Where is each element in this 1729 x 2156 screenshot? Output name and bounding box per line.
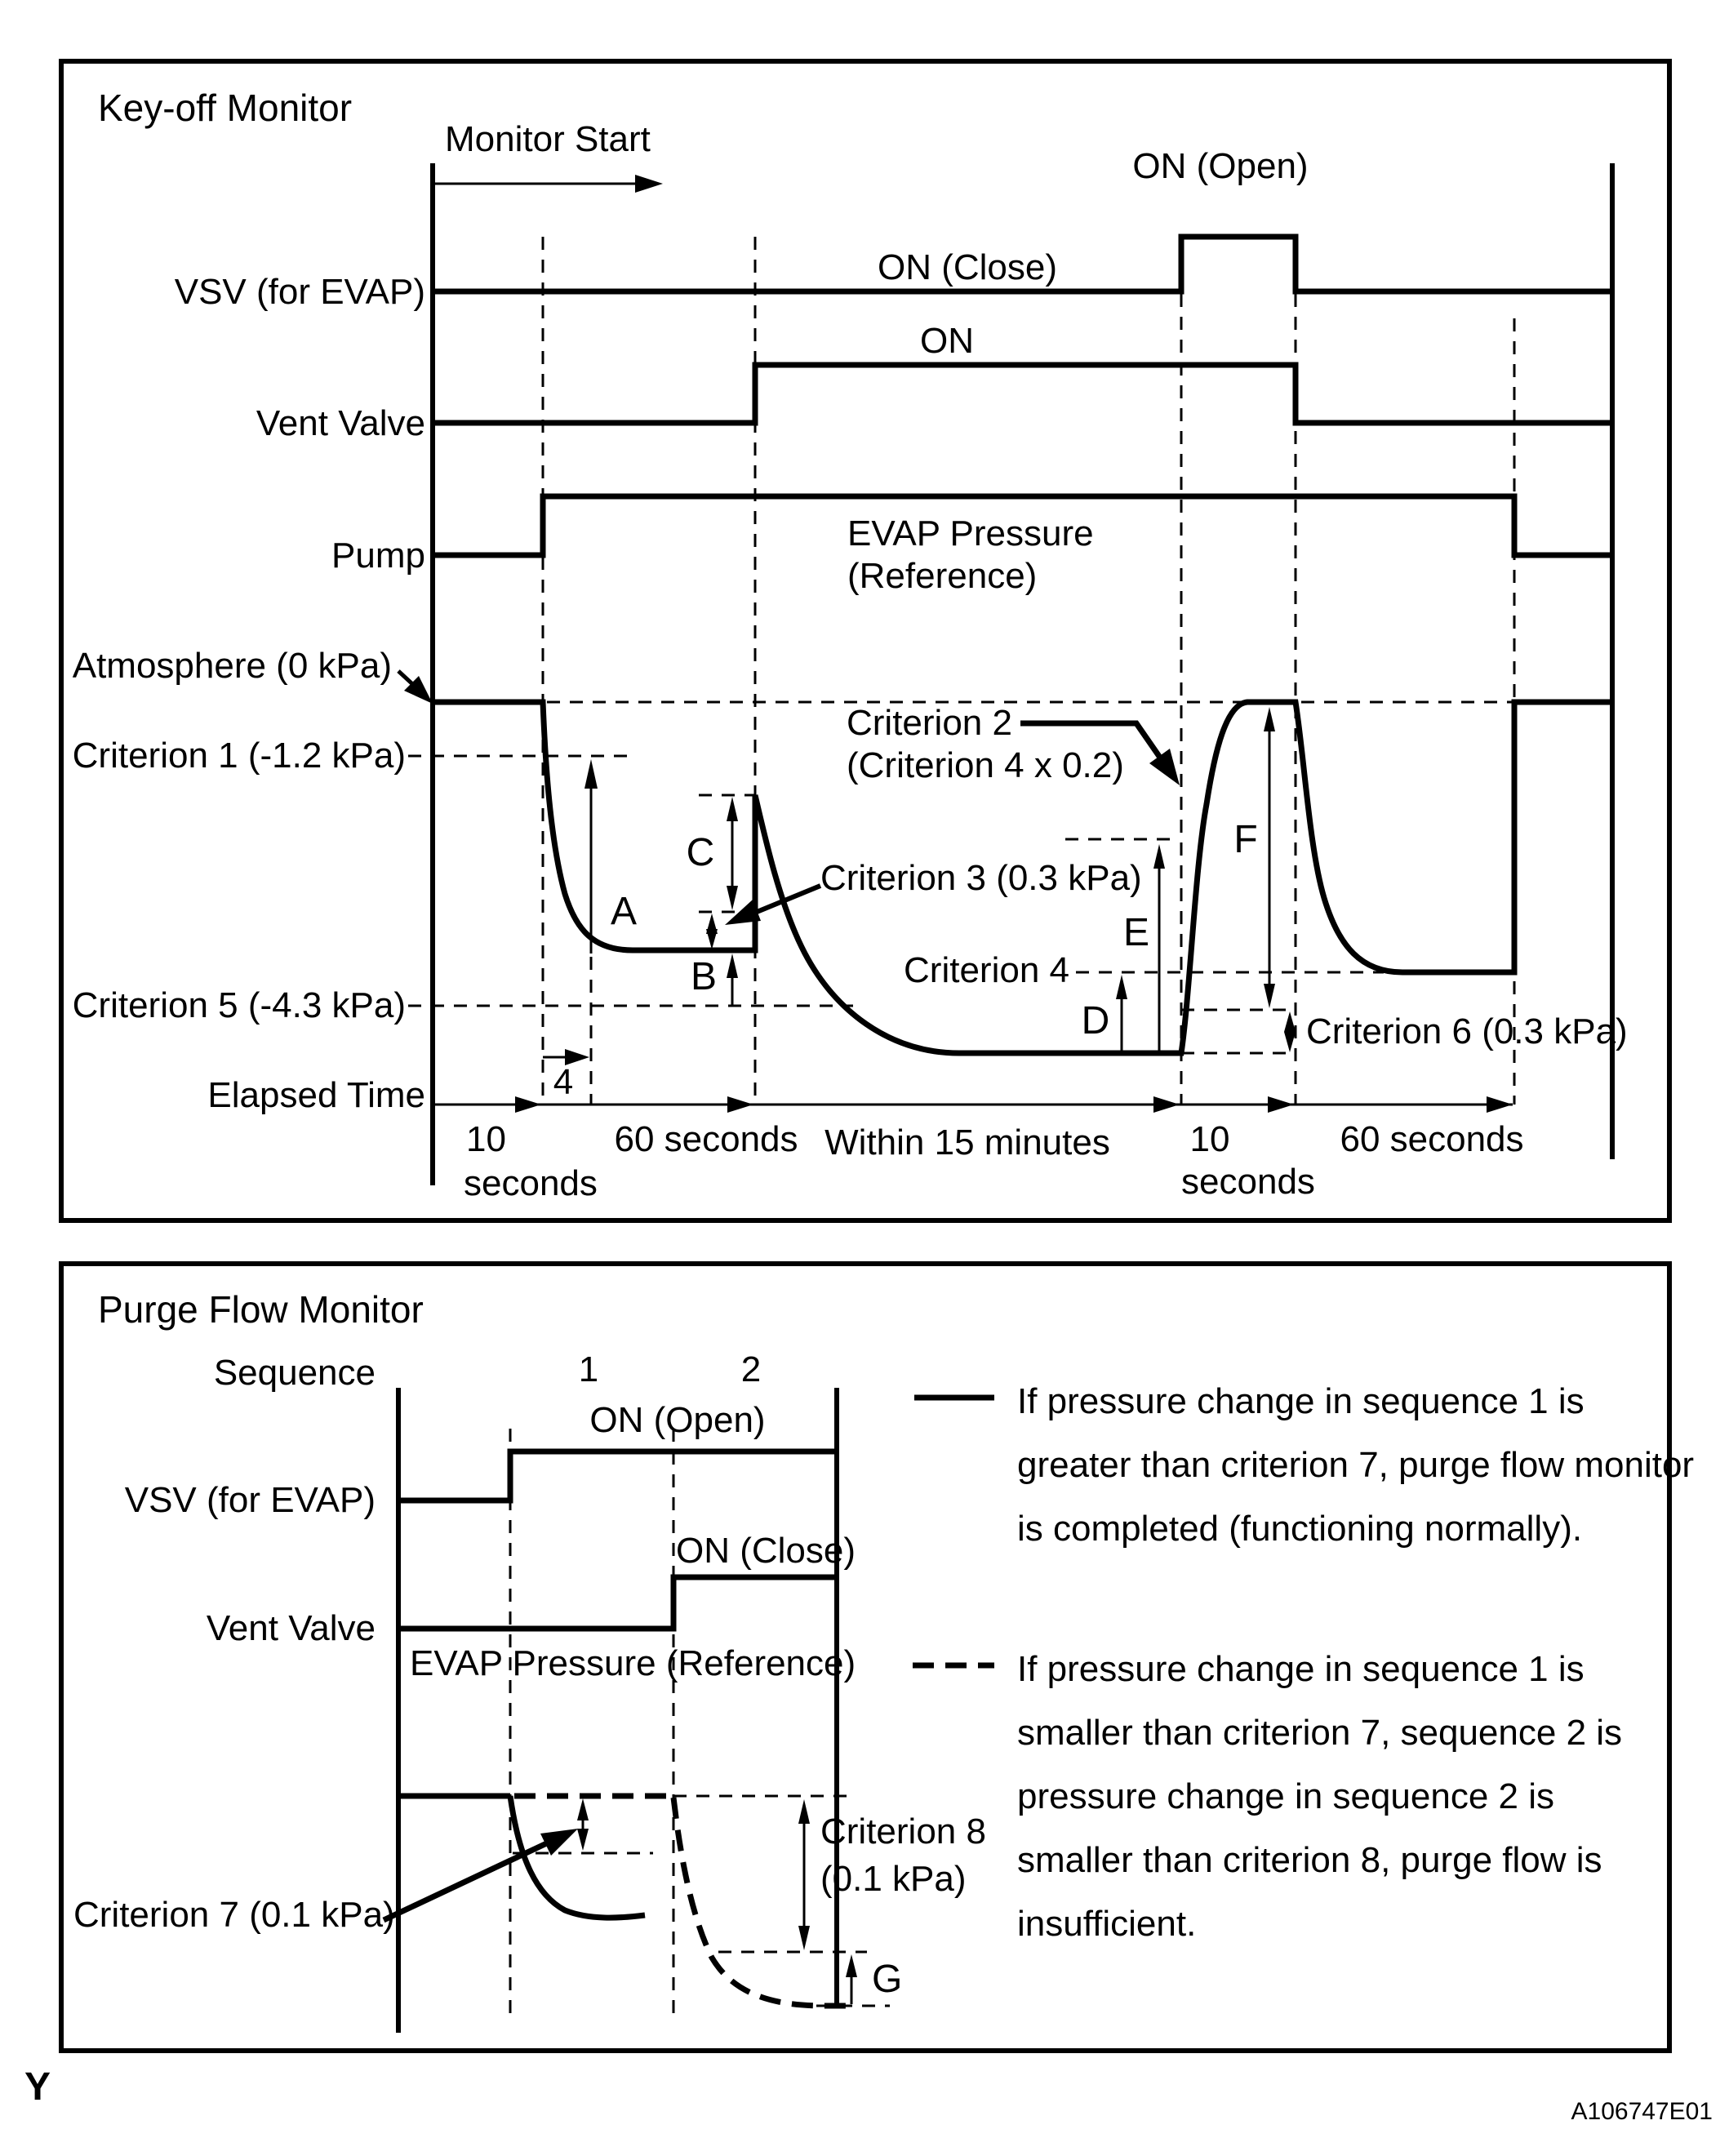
p2-vent-on-close-label: ON (Close)	[675, 1531, 856, 1571]
legend-dashed-text-line4: smaller than criterion 8, purge flow is	[1017, 1840, 1602, 1880]
criterion7-arrowhead-top-icon	[577, 1798, 589, 1820]
atmosphere-label: Atmosphere (0 kPa)	[72, 646, 392, 686]
measure-b-arrowhead-icon	[727, 954, 738, 978]
vsv-on-close-label: ON (Close)	[877, 247, 1058, 287]
measure-a-label: A	[611, 890, 638, 933]
measure-g-arrowhead-icon	[846, 1954, 857, 1977]
vent-on-label: ON	[920, 321, 974, 361]
monitor-start-arrowhead-icon	[635, 175, 663, 193]
measure-c-arrowhead-top-icon	[727, 797, 738, 821]
measure-a-arrowhead-icon	[584, 759, 598, 789]
vent-row-label: Vent Valve	[256, 403, 425, 443]
page-marker: Y	[24, 2065, 51, 2109]
measure-b-label: B	[690, 955, 718, 998]
criterion6-arrowhead-top-icon	[1284, 1011, 1296, 1032]
pump-row-label: Pump	[331, 536, 425, 576]
legend-solid-text-line2: greater than criterion 7, purge flow monitor	[1017, 1445, 1695, 1485]
criterion7-arrowhead-bottom-icon	[577, 1829, 589, 1851]
measure-c-label: C	[686, 831, 715, 874]
footer	[24, 2065, 1713, 2125]
sequence-2-label: 2	[740, 1349, 762, 1389]
time-10s-first-line1: 10	[466, 1119, 506, 1159]
p2-vent-row-label: Vent Valve	[206, 1608, 376, 1648]
p2-vsv-row-label: VSV (for EVAP)	[124, 1480, 376, 1520]
criterion3-arrowhead-bottom-icon	[706, 929, 718, 949]
vent-signal-trace	[433, 365, 1612, 423]
legend-solid-text-line3: is completed (functioning normally).	[1017, 1509, 1583, 1549]
criterion2-label-line2: (Criterion 4 x 0.2)	[847, 745, 1124, 785]
panel1-title: Key-off Monitor	[98, 87, 353, 129]
measure-g-label: G	[872, 1958, 903, 2001]
time-10s-first-line2: seconds	[464, 1163, 598, 1203]
axis-arrowhead-3-icon	[1153, 1096, 1180, 1113]
p2-vsv-on-open-label: ON (Open)	[589, 1400, 766, 1440]
criterion3-label: Criterion 3 (0.3 kPa)	[820, 858, 1142, 898]
elapsed-time-label: Elapsed Time	[207, 1075, 425, 1115]
p2-vent-signal-trace	[398, 1577, 837, 1629]
legend-dashed-text-line2: smaller than criterion 7, sequence 2 is	[1017, 1713, 1623, 1753]
time-10s-second-line1: 10	[1189, 1119, 1230, 1159]
criterion7-leader-arrowhead-icon	[540, 1829, 578, 1856]
axis-arrowhead-1-icon	[515, 1096, 541, 1113]
criterion5-label: Criterion 5 (-4.3 kPa)	[72, 985, 406, 1025]
criterion8-arrowhead-top-icon	[798, 1799, 810, 1824]
time-60s-first: 60 seconds	[614, 1119, 798, 1159]
criterion8-label-line1: Criterion 8	[820, 1811, 986, 1851]
legend-dashed-text-line1: If pressure change in sequence 1 is	[1017, 1649, 1585, 1689]
purge-flow-monitor-panel	[61, 1264, 1694, 2051]
measure-f-label: F	[1233, 818, 1258, 861]
time-within-15-min: Within 15 minutes	[824, 1122, 1110, 1162]
criterion7-leader-line	[384, 1841, 552, 1920]
evap-pressure-label-line2: (Reference)	[847, 556, 1038, 596]
criterion1-label: Criterion 1 (-1.2 kPa)	[72, 736, 406, 776]
measure-e-arrowhead-icon	[1153, 844, 1165, 869]
panel2-title: Purge Flow Monitor	[98, 1288, 424, 1331]
measure-d-arrowhead-icon	[1116, 975, 1127, 999]
p2-vsv-signal-trace	[398, 1451, 837, 1500]
key-off-monitor-panel	[61, 61, 1669, 1220]
p2-normal-flow-curve	[510, 1796, 645, 1918]
time-60s-second: 60 seconds	[1340, 1119, 1524, 1159]
evap-pressure-label-line1: EVAP Pressure	[847, 513, 1094, 553]
four-label: 4	[553, 1062, 574, 1102]
sequence-label: Sequence	[213, 1353, 376, 1393]
vsv-row-label: VSV (for EVAP)	[174, 272, 425, 312]
measure-c-arrowhead-bottom-icon	[727, 886, 738, 910]
monitor-start-label: Monitor Start	[445, 119, 651, 159]
axis-arrowhead-4-icon	[1268, 1096, 1294, 1113]
axis-arrowhead-5-icon	[1487, 1096, 1513, 1113]
criterion2-label-line1: Criterion 2	[847, 703, 1012, 743]
axis-arrowhead-2-icon	[727, 1096, 753, 1113]
criterion4-label: Criterion 4	[904, 950, 1069, 990]
criterion7-label: Criterion 7 (0.1 kPa)	[73, 1895, 395, 1935]
measure-f-arrowhead-top-icon	[1264, 707, 1275, 731]
measure-d-label: D	[1081, 999, 1110, 1042]
criterion8-label-line2: (0.1 kPa)	[820, 1859, 967, 1899]
criterion2-leader-arrowhead-icon	[1149, 749, 1180, 785]
legend-solid-text-line1: If pressure change in sequence 1 is	[1017, 1381, 1585, 1421]
time-10s-second-line2: seconds	[1181, 1162, 1315, 1202]
figure-code: A106747E01	[1571, 2098, 1713, 2125]
measure-e-label: E	[1122, 911, 1150, 954]
criterion8-arrowhead-bottom-icon	[798, 1926, 810, 1950]
criterion6-label: Criterion 6 (0.3 kPa)	[1306, 1011, 1628, 1051]
legend-dashed-text-line5: insufficient.	[1017, 1904, 1197, 1944]
vsv-on-open-label: ON (Open)	[1132, 146, 1309, 186]
p2-evap-pressure-label: EVAP Pressure (Reference)	[410, 1643, 856, 1683]
measure-f-arrowhead-bottom-icon	[1264, 984, 1275, 1008]
sequence-1-label: 1	[578, 1349, 599, 1389]
criterion6-arrowhead-bottom-icon	[1284, 1032, 1296, 1052]
legend-dashed-text-line3: pressure change in sequence 2 is	[1017, 1776, 1554, 1816]
